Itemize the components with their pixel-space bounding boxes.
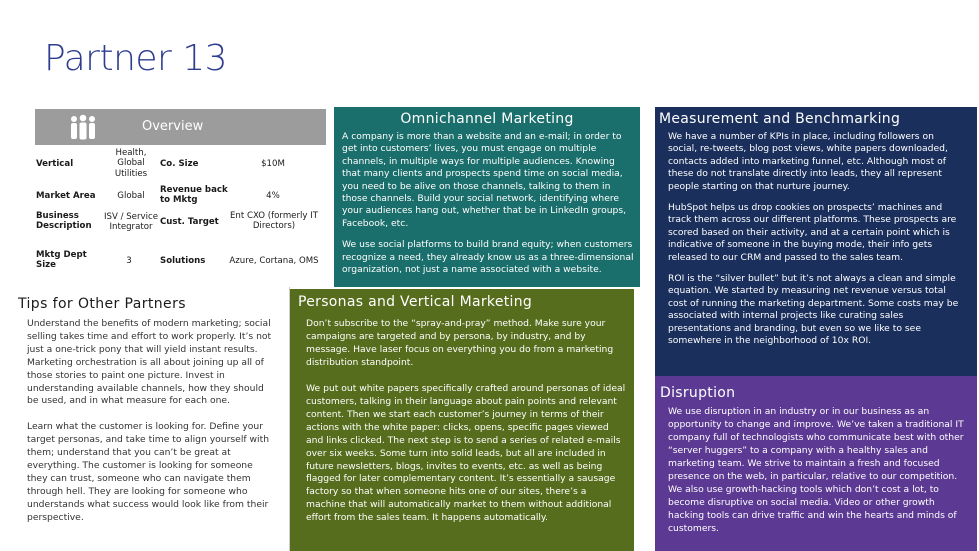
overview-row-label2: Revenue back to Mktg — [160, 185, 228, 206]
overview-row-label: Mktg Dept Size — [36, 250, 87, 271]
omnichannel-body — [342, 131, 634, 285]
overview-title: Overview — [142, 119, 204, 134]
overview-row-value2: 4% — [266, 191, 280, 201]
overview-row-value2: Ent CXO (formerly IT Directors) — [229, 211, 318, 232]
measurement-heading: Measurement and Benchmarking — [659, 111, 901, 127]
tips-heading: Tips for Other Partners — [18, 296, 186, 312]
personas-body — [306, 318, 628, 534]
overview-row-label2: Co. Size — [160, 159, 199, 169]
disruption-heading: Disruption — [660, 385, 736, 401]
overview-row-value: ISV / Service Integrator — [104, 212, 158, 233]
tips-body — [27, 318, 272, 538]
measurement-body — [668, 131, 964, 357]
overview-row-value2: Azure, Cortana, OMS — [229, 256, 319, 266]
overview-row-value: Global — [117, 191, 145, 201]
measurement-paragraph: HubSpot helps us drop cookies on prospects’ machines and track them across our different platforms. These prospects are scored based on their activity, and at a certain point which is indicative of someone in the buying mode, their info gets released to our CRM and passed to the sales team. — [668, 202, 957, 263]
overview-row-label: Business Description — [36, 211, 92, 232]
measurement-paragraph: ROI is the “silver bullet” but it’s not always a clean and simple equation. We started by measuring net revenue versus total cost of running the marketing department. Some costs may be associated with internal projects like curating sales presentations and branding, but even so we like to see somewhere in the neighborhood of 10x ROI. — [668, 273, 959, 347]
omnichannel-paragraph: We use social platforms to build brand equity; when customers recognize a need, they already know us as a three-dimensional organization, not just a name associated with a website. — [342, 239, 634, 276]
overview-row-value: 3 — [126, 256, 132, 266]
overview-row-value: Health, Global Utilities — [114, 148, 148, 179]
overview-row-value2: $10M — [261, 159, 285, 169]
slide-title: Partner 13 — [44, 38, 228, 79]
disruption-paragraph: We use disruption in an industry or in our business as an opportunity to change and improve. We’ve taken a traditional IT company full of technologists who communicate best with other “server huggers” to a company with a healthy sales and marketing team. We strive to maintain a fresh and focused presence on the web, in particular, relative to our competition. We also use growth-hacking tools which don’t cost a lot, to become disruptive on social media. Video or other growth hacking tools can drive traffic and win the hearts and minds of customers. — [668, 406, 964, 534]
omnichannel-paragraph: A company is more than a website and an e-mail; in order to get into customers’ lives, you must engage on multiple channels, in multiple ways for multiple audiences. Knowing that many clients and prospects spend time on social media, you need to be alive on those channels, talking to them in those channels. Build your social network, identifying where your audiences hang out, whether that be in LinkedIn groups, Facebook, etc. — [342, 131, 627, 229]
overview-row-label2: Cust. Target — [160, 217, 219, 227]
people-group-icon — [68, 113, 98, 141]
overview-row-label2: Solutions — [160, 256, 206, 266]
overview-row-label: Vertical — [36, 159, 74, 169]
personas-paragraph: Don’t subscribe to the “spray-and-pray” method. Make sure your campaigns are targeted and by persona, by industry, and by message. Have laser focus on everything you do from a marketing distribution standpoint. — [306, 318, 614, 368]
tips-paragraph: Learn what the customer is looking for. Define your target personas, and take time to align yourself with them; understand that you can’t be great at everything. The customer is looking for someone they can trust, someone who can navigate them through hell. They are looking for someone who understands what success would look like from their perspective. — [27, 421, 270, 523]
omnichannel-heading: Omnichannel Marketing — [400, 111, 574, 127]
disruption-body — [668, 405, 968, 544]
measurement-paragraph: We have a number of KPIs in place, including followers on social, re-tweets, blog post views, white papers downloaded, contacts added into marketing funnel, etc. Although most of these do not translate directly into leads, they all represent people starting on that nurture journey. — [668, 131, 948, 192]
tips-paragraph: Understand the benefits of modern marketing; social selling takes time and effort to work properly. It’s not just a one-trick pony that will yield instant results. Marketing orchestration is all about joining up all of those stories to paint one picture. Invest in understanding available channels, how they should be used, and in what measure for each one. — [27, 318, 272, 407]
personas-paragraph: We put out white papers specifically crafted around personas of ideal customers, talking in their language about pain points and relevant content. Then we start each customer’s journey in terms of their actions with the white paper: clicks, opens, specific pages viewed and links clicked. The next step is to send a series of related e-mails over six weeks. Some turn into solid leads, but all are included in future newsletters, blogs, invites to events, etc. as well as being flagged for later complementary content. It’s essentially a sausage factory so that when someone hits one of our sites, there’s a machine that will automatically market to them without additional effort from the sales team. It happens automatically. — [306, 382, 626, 524]
personas-heading: Personas and Vertical Marketing — [298, 294, 533, 310]
overview-row-label: Market Area — [36, 191, 96, 201]
